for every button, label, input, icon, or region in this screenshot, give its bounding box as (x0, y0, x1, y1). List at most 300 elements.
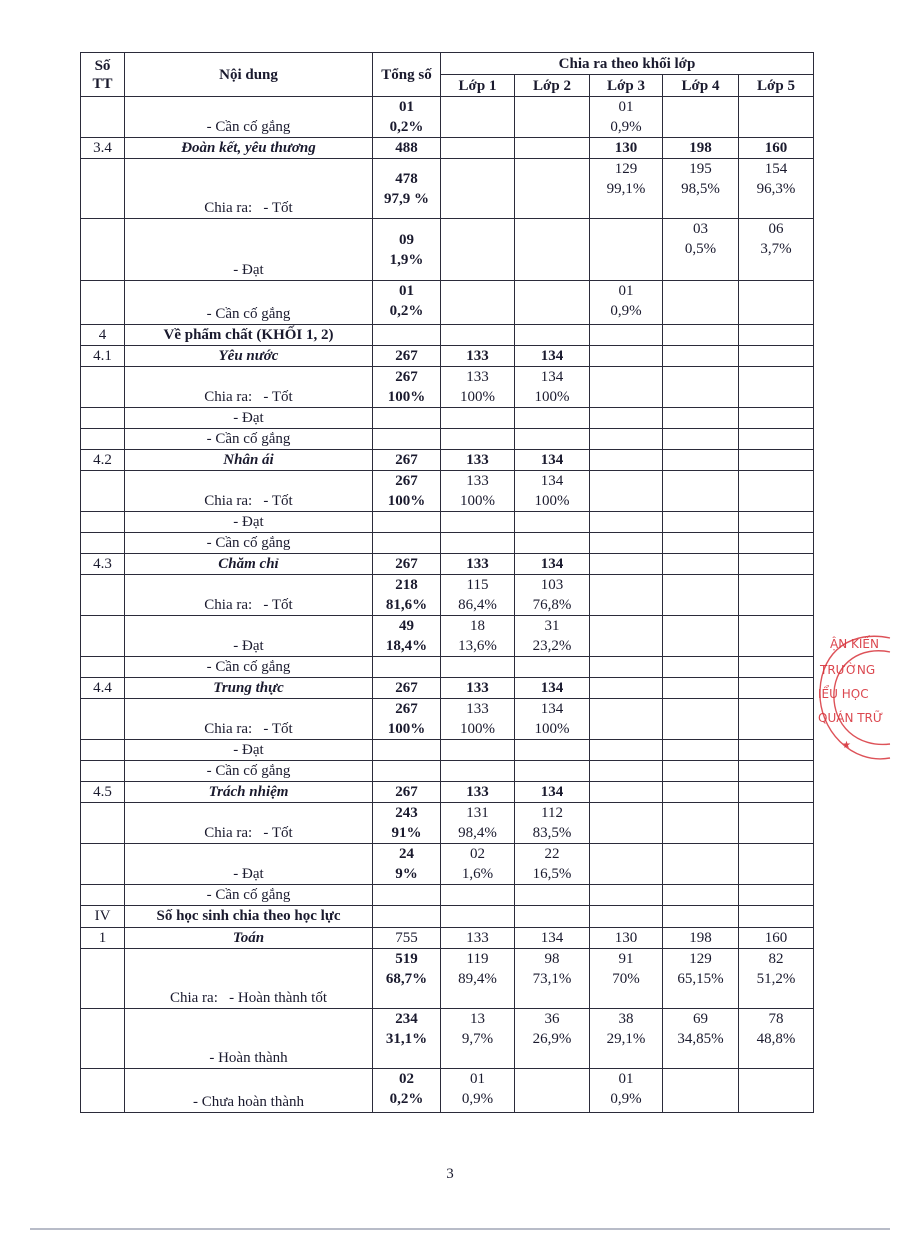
cell-lop-3 (590, 159, 663, 219)
cell-lop-1 (441, 740, 515, 761)
cell-lop-4 (663, 699, 739, 740)
cell-percent: 13,6% (458, 638, 497, 654)
row-label: - Cần cố gắng (125, 97, 373, 138)
header-lop-3: Lớp 3 (590, 75, 663, 97)
cell-lop-2 (515, 219, 590, 281)
row-label: Số học sinh chia theo học lực (125, 906, 373, 928)
cell-lop-2 (515, 699, 590, 740)
row-label: Đoàn kết, yêu thương (125, 138, 373, 159)
cell-lop-1 (441, 367, 515, 408)
cell-lop-1 (441, 949, 515, 1009)
cell-percent: 81,6% (385, 597, 428, 613)
cell-percent: 89,4% (458, 971, 497, 987)
cell-total (373, 281, 441, 325)
cell-percent: 0,2% (389, 303, 424, 319)
cell-count: 478 (395, 170, 418, 187)
cell-count: 115 (466, 577, 489, 593)
cell-lop-2 (515, 657, 590, 678)
table-row (81, 699, 814, 740)
cell-lop-2 (515, 928, 590, 949)
cell-percent: 97,9 % (384, 190, 429, 207)
cell-count: 267 (395, 784, 418, 800)
cell-count: 133 (466, 701, 489, 717)
cell-count: 133 (466, 473, 489, 489)
table-row (81, 616, 814, 657)
cell-lop-2 (515, 678, 590, 699)
cell-total (373, 367, 441, 408)
cell-percent: 76,8% (532, 597, 572, 613)
cell-count: 134 (540, 680, 564, 696)
cell-count: 133 (466, 452, 489, 468)
row-stt (81, 533, 125, 554)
cell-lop-5 (739, 844, 814, 885)
cell-lop-3 (590, 1069, 663, 1113)
cell-lop-1 (441, 554, 515, 575)
page-number: 3 (446, 1166, 454, 1182)
cell-lop-3 (590, 512, 663, 533)
row-label: - Hoàn thành (125, 1009, 373, 1069)
row-label: Trung thực (125, 678, 373, 699)
cell-lop-2 (515, 740, 590, 761)
cell-percent: 0,9% (610, 1091, 642, 1107)
table-row (81, 554, 814, 575)
cell-lop-5 (739, 281, 814, 325)
cell-lop-4 (663, 219, 739, 281)
row-label: Chia ra: - Tốt (125, 575, 373, 616)
cell-lop-2 (515, 782, 590, 803)
row-label: - Đạt (125, 219, 373, 281)
cell-lop-5 (739, 657, 814, 678)
stamp-text: ẬN KIẾN (830, 637, 879, 651)
cell-count: 267 (395, 473, 418, 489)
cell-percent: 100% (460, 389, 495, 405)
cell-count: 133 (466, 348, 489, 364)
table-row (81, 281, 814, 325)
table-row (81, 471, 814, 512)
cell-count: 18 (470, 618, 485, 634)
cell-lop-2 (515, 325, 590, 346)
cell-lop-3 (590, 367, 663, 408)
cell-percent: 73,1% (532, 971, 572, 987)
cell-lop-5 (739, 97, 814, 138)
cell-lop-5 (739, 740, 814, 761)
row-label: Trách nhiệm (125, 782, 373, 803)
cell-count: 198 (689, 930, 712, 946)
cell-total (373, 885, 441, 906)
header-lop-4: Lớp 4 (663, 75, 739, 97)
cell-total (373, 657, 441, 678)
cell-count: 02 (399, 1071, 414, 1087)
header-chia-ra: Chia ra theo khối lớp (441, 53, 814, 75)
cell-count: 02 (470, 846, 485, 862)
cell-lop-3 (590, 844, 663, 885)
stamp-star-icon: ★ (842, 740, 851, 751)
cell-percent: 100% (387, 389, 426, 405)
cell-total (373, 678, 441, 699)
cell-lop-5 (739, 554, 814, 575)
cell-lop-5 (739, 533, 814, 554)
cell-lop-5 (739, 138, 814, 159)
table-row (81, 782, 814, 803)
row-stt (81, 616, 125, 657)
cell-count: 267 (395, 452, 418, 468)
cell-count: 103 (540, 577, 564, 593)
cell-lop-5 (739, 367, 814, 408)
row-stt (81, 219, 125, 281)
cell-lop-4 (663, 928, 739, 949)
cell-lop-4 (663, 678, 739, 699)
cell-count: 78 (768, 1011, 784, 1027)
cell-count: 267 (395, 556, 418, 572)
cell-lop-2 (515, 885, 590, 906)
cell-lop-2 (515, 346, 590, 367)
cell-percent: 9,7% (461, 1031, 494, 1047)
cell-total (373, 803, 441, 844)
cell-lop-1 (441, 844, 515, 885)
cell-lop-1 (441, 219, 515, 281)
cell-lop-1 (441, 408, 515, 429)
cell-percent: 99,1% (606, 181, 646, 197)
cell-lop-1 (441, 281, 515, 325)
cell-lop-3 (590, 928, 663, 949)
cell-count: 133 (466, 930, 489, 946)
cell-lop-1 (441, 533, 515, 554)
cell-lop-3 (590, 533, 663, 554)
cell-count: 234 (395, 1011, 418, 1027)
cell-percent: 48,8% (756, 1031, 796, 1047)
cell-count: 49 (399, 618, 414, 634)
row-stt: 4.2 (81, 450, 125, 471)
row-stt (81, 803, 125, 844)
cell-percent: 86,4% (458, 597, 497, 613)
row-stt: 4.3 (81, 554, 125, 575)
cell-count: 82 (768, 951, 784, 967)
cell-total (373, 575, 441, 616)
row-stt: 3.4 (81, 138, 125, 159)
cell-total (373, 97, 441, 138)
cell-percent: 70% (612, 971, 640, 987)
cell-total (373, 408, 441, 429)
cell-total (373, 740, 441, 761)
cell-lop-2 (515, 450, 590, 471)
row-label: Toán (125, 928, 373, 949)
cell-count: 91 (618, 951, 634, 967)
cell-lop-5 (739, 885, 814, 906)
row-stt: 4.4 (81, 678, 125, 699)
cell-lop-5 (739, 450, 814, 471)
cell-percent: 0,2% (389, 119, 424, 135)
cell-lop-3 (590, 138, 663, 159)
cell-lop-4 (663, 554, 739, 575)
cell-percent: 31,1% (385, 1031, 428, 1047)
cell-lop-1 (441, 657, 515, 678)
cell-percent: 0,9% (461, 1091, 494, 1107)
cell-lop-3 (590, 408, 663, 429)
cell-count: 36 (544, 1011, 560, 1027)
row-stt (81, 575, 125, 616)
table-row (81, 367, 814, 408)
cell-lop-5 (739, 949, 814, 1009)
cell-total (373, 138, 441, 159)
cell-lop-4 (663, 885, 739, 906)
row-stt (81, 740, 125, 761)
cell-lop-2 (515, 1009, 590, 1069)
cell-count: 133 (466, 784, 489, 800)
table-row (81, 575, 814, 616)
cell-percent: 100% (534, 389, 570, 405)
cell-count: 134 (540, 556, 564, 572)
scan-edge-line (30, 1228, 890, 1230)
cell-lop-4 (663, 281, 739, 325)
cell-lop-2 (515, 1069, 590, 1113)
cell-count: 69 (693, 1011, 708, 1027)
table-row (81, 740, 814, 761)
cell-count: 134 (540, 348, 564, 364)
cell-total (373, 325, 441, 346)
row-label: - Cần cố gắng (125, 885, 373, 906)
cell-count: 133 (466, 556, 489, 572)
cell-percent: 100% (387, 493, 426, 509)
cell-percent: 100% (460, 493, 495, 509)
row-label: - Đạt (125, 512, 373, 533)
row-stt (81, 761, 125, 782)
cell-total (373, 761, 441, 782)
cell-lop-2 (515, 906, 590, 928)
stamp-text: IỂU HỌC (818, 687, 869, 701)
cell-lop-5 (739, 782, 814, 803)
row-stt (81, 97, 125, 138)
row-stt: 4 (81, 325, 125, 346)
table-row (81, 761, 814, 782)
row-label: Yêu nước (125, 346, 373, 367)
cell-lop-1 (441, 928, 515, 949)
cell-lop-4 (663, 1069, 739, 1113)
cell-lop-5 (739, 408, 814, 429)
row-label: Chia ra: - Tốt (125, 803, 373, 844)
row-stt: IV (81, 906, 125, 928)
cell-lop-5 (739, 1009, 814, 1069)
cell-count: 243 (395, 805, 418, 821)
cell-count: 119 (466, 951, 489, 967)
cell-lop-1 (441, 885, 515, 906)
row-label: Nhân ái (125, 450, 373, 471)
cell-lop-2 (515, 471, 590, 512)
table-row (81, 325, 814, 346)
row-stt (81, 408, 125, 429)
row-stt: 4.5 (81, 782, 125, 803)
row-label: - Cần cố gắng (125, 281, 373, 325)
cell-lop-2 (515, 533, 590, 554)
cell-percent: 98,4% (458, 825, 497, 841)
cell-count: 130 (614, 930, 638, 946)
cell-total (373, 928, 441, 949)
row-stt: 4.1 (81, 346, 125, 367)
stamp-text: QUÁN TRỮ (818, 711, 884, 725)
cell-total (373, 159, 441, 219)
cell-percent: 1,6% (461, 866, 494, 882)
cell-lop-5 (739, 471, 814, 512)
row-stt: 1 (81, 928, 125, 949)
cell-count: 134 (540, 473, 564, 489)
cell-count: 38 (618, 1011, 634, 1027)
table-row (81, 138, 814, 159)
cell-count: 488 (395, 140, 418, 156)
cell-total (373, 949, 441, 1009)
cell-lop-3 (590, 803, 663, 844)
table-row (81, 346, 814, 367)
cell-lop-5 (739, 678, 814, 699)
cell-lop-5 (739, 803, 814, 844)
cell-percent: 100% (387, 721, 426, 737)
cell-lop-5 (739, 1069, 814, 1113)
cell-lop-1 (441, 803, 515, 844)
cell-percent: 16,5% (532, 866, 572, 882)
cell-lop-3 (590, 97, 663, 138)
row-label: - Cần cố gắng (125, 533, 373, 554)
cell-total (373, 1069, 441, 1113)
cell-lop-4 (663, 408, 739, 429)
cell-lop-2 (515, 281, 590, 325)
cell-lop-3 (590, 346, 663, 367)
cell-percent: 34,85% (677, 1031, 724, 1047)
cell-count: 112 (541, 805, 563, 821)
cell-count: 134 (540, 452, 564, 468)
cell-lop-4 (663, 616, 739, 657)
row-stt (81, 1009, 125, 1069)
cell-percent: 3,7% (760, 241, 792, 257)
cell-percent: 0,9% (610, 119, 642, 135)
cell-lop-1 (441, 450, 515, 471)
row-label: Chia ra: - Hoàn thành tốt (125, 949, 373, 1009)
cell-count: 31 (544, 618, 560, 634)
cell-lop-1 (441, 906, 515, 928)
cell-lop-1 (441, 471, 515, 512)
row-stt (81, 471, 125, 512)
cell-count: 03 (693, 221, 708, 237)
cell-lop-2 (515, 844, 590, 885)
cell-lop-3 (590, 761, 663, 782)
row-label: Chia ra: - Tốt (125, 699, 373, 740)
cell-percent: 9% (395, 866, 418, 882)
cell-percent: 100% (534, 721, 570, 737)
cell-lop-1 (441, 782, 515, 803)
cell-total (373, 906, 441, 928)
cell-lop-3 (590, 657, 663, 678)
cell-lop-2 (515, 408, 590, 429)
cell-lop-4 (663, 97, 739, 138)
cell-lop-5 (739, 761, 814, 782)
cell-count: 134 (540, 930, 564, 946)
row-label: Chia ra: - Tốt (125, 367, 373, 408)
header-lop-5: Lớp 5 (739, 75, 814, 97)
cell-count: 160 (764, 140, 788, 156)
cell-count: 130 (614, 140, 638, 156)
cell-count: 755 (395, 930, 418, 946)
cell-lop-5 (739, 928, 814, 949)
table-row (81, 844, 814, 885)
cell-lop-5 (739, 512, 814, 533)
cell-lop-5 (739, 219, 814, 281)
cell-count: 01 (618, 99, 634, 115)
row-label: - Đạt (125, 616, 373, 657)
cell-lop-1 (441, 429, 515, 450)
cell-count: 154 (764, 161, 788, 177)
cell-lop-1 (441, 575, 515, 616)
table-row (81, 97, 814, 138)
cell-lop-1 (441, 616, 515, 657)
cell-lop-5 (739, 575, 814, 616)
cell-lop-4 (663, 159, 739, 219)
cell-percent: 91% (391, 825, 422, 841)
header-noi-dung: Nội dung (125, 53, 373, 97)
cell-lop-1 (441, 97, 515, 138)
cell-lop-5 (739, 699, 814, 740)
cell-count: 267 (395, 369, 418, 385)
cell-percent: 98,5% (681, 181, 720, 197)
cell-lop-3 (590, 471, 663, 512)
cell-count: 01 (399, 283, 414, 299)
cell-lop-1 (441, 761, 515, 782)
cell-count: 24 (399, 846, 414, 862)
cell-lop-4 (663, 429, 739, 450)
cell-total (373, 512, 441, 533)
cell-percent: 68,7% (385, 971, 428, 987)
cell-count: 198 (689, 140, 712, 156)
cell-total (373, 554, 441, 575)
header-stt: Số TT (81, 53, 125, 97)
cell-lop-3 (590, 450, 663, 471)
cell-total (373, 450, 441, 471)
cell-total (373, 429, 441, 450)
table-row (81, 906, 814, 928)
cell-percent: 100% (534, 493, 570, 509)
cell-count: 134 (540, 701, 564, 717)
cell-count: 133 (466, 680, 489, 696)
cell-lop-5 (739, 429, 814, 450)
row-stt (81, 844, 125, 885)
cell-lop-3 (590, 949, 663, 1009)
cell-lop-4 (663, 575, 739, 616)
cell-lop-2 (515, 575, 590, 616)
table-row (81, 512, 814, 533)
cell-lop-1 (441, 138, 515, 159)
cell-lop-5 (739, 346, 814, 367)
cell-percent: 23,2% (532, 638, 572, 654)
cell-lop-3 (590, 219, 663, 281)
cell-lop-2 (515, 512, 590, 533)
cell-lop-3 (590, 575, 663, 616)
table-row (81, 657, 814, 678)
row-label: - Chưa hoàn thành (125, 1069, 373, 1113)
cell-percent: 18,4% (385, 638, 428, 654)
cell-total (373, 616, 441, 657)
cell-count: 01 (399, 99, 414, 115)
cell-lop-4 (663, 740, 739, 761)
cell-count: 134 (540, 784, 564, 800)
row-stt (81, 699, 125, 740)
table-row (81, 429, 814, 450)
cell-count: 131 (466, 805, 489, 821)
cell-lop-3 (590, 1009, 663, 1069)
row-label: Chia ra: - Tốt (125, 159, 373, 219)
cell-lop-3 (590, 906, 663, 928)
table-row (81, 533, 814, 554)
table-row (81, 885, 814, 906)
cell-lop-5 (739, 616, 814, 657)
cell-total (373, 844, 441, 885)
row-stt (81, 159, 125, 219)
stamp-text: TRƯỜNG (820, 663, 876, 677)
